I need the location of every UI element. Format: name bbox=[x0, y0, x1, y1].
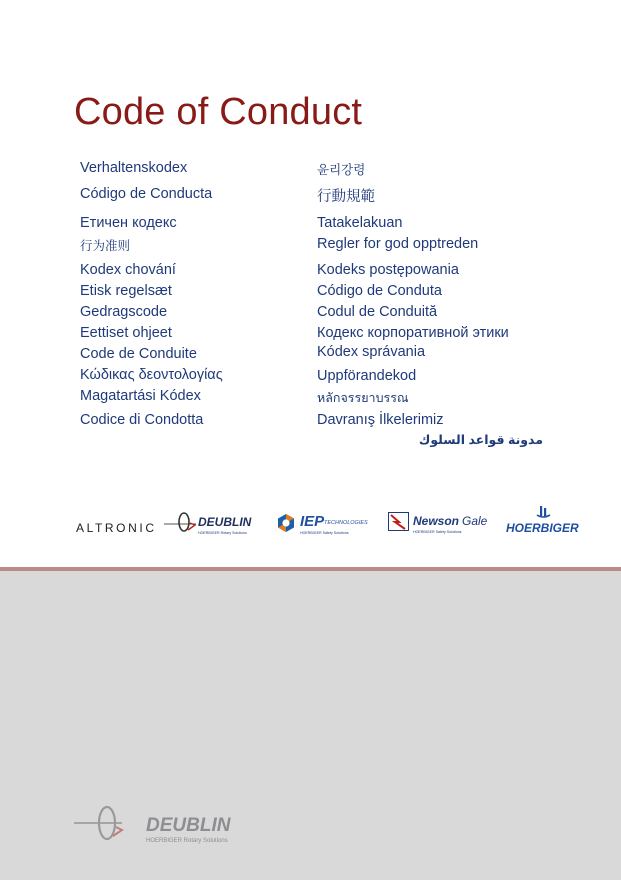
translation-russian: Кодекс корпоративной этики bbox=[317, 325, 509, 341]
gale-wordmark: Gale bbox=[462, 514, 488, 528]
translation-french: Code de Conduite bbox=[80, 346, 197, 362]
translation-bulgarian: Етичен кодекс bbox=[80, 215, 177, 231]
translation-portuguese: Código de Conduta bbox=[317, 283, 442, 299]
deublin-wordmark: DEUBLIN bbox=[198, 515, 252, 529]
newson-wordmark: Newson bbox=[413, 514, 460, 528]
translation-turkish: Davranış İlkelerimiz bbox=[317, 412, 444, 428]
translation-thai: หลักจรรยาบรรณ bbox=[317, 391, 409, 405]
hoerbiger-logo bbox=[504, 504, 584, 540]
deublin-logo bbox=[164, 509, 268, 539]
translation-malay: Tatakelakuan bbox=[317, 215, 403, 231]
altronic-logo: ALTRONIC bbox=[76, 521, 157, 535]
iep-technologies-logo bbox=[276, 509, 384, 539]
translation-romanian: Codul de Conduită bbox=[317, 304, 438, 320]
deublin-footer-subtitle: HOERBIGER Rotary Solutions bbox=[146, 838, 228, 844]
translation-polish: Kodeks postępowania bbox=[317, 262, 459, 278]
iep-technologies-text: TECHNOLOGIES bbox=[324, 520, 368, 526]
translation-finnish: Eettiset ohjeet bbox=[80, 325, 172, 341]
translation-greek: Κώδικας δεοντολογίας bbox=[80, 367, 223, 383]
translation-slovak: Kódex správania bbox=[317, 344, 426, 360]
translation-german: Verhaltenskodex bbox=[80, 160, 188, 176]
translation-italian: Codice di Condotta bbox=[80, 412, 204, 428]
translation-korean: 윤리강령 bbox=[317, 163, 366, 177]
translation-dutch: Gedragscode bbox=[80, 304, 168, 320]
newson-gale-logo bbox=[388, 510, 496, 538]
translation-hungarian: Magatartási Kódex bbox=[80, 388, 201, 404]
translation-norwegian: Regler for god opptreden bbox=[317, 236, 479, 252]
deublin-subtitle: HOERBIGER Rotary Solutions bbox=[198, 531, 247, 535]
iep-wordmark: IEP bbox=[300, 513, 325, 530]
translation-chinese: 行为准则 bbox=[80, 239, 131, 253]
translation-arabic: مدونة قواعد السلوك bbox=[418, 433, 543, 447]
translation-swedish: Uppförandekod bbox=[317, 368, 417, 384]
newson-gale-subtitle: HOERBIGER Safety Solutions bbox=[413, 530, 462, 534]
page-title: Code of Conduct bbox=[74, 91, 363, 134]
translation-spanish: Código de Conducta bbox=[80, 186, 213, 202]
translation-danish: Etisk regelsæt bbox=[80, 283, 172, 299]
iep-subtitle: HOERBIGER Safety Solutions bbox=[300, 531, 349, 535]
translation-czech: Kodex chování bbox=[80, 262, 176, 278]
brand-logos-row bbox=[74, 504, 584, 544]
deublin-footer-wordmark: DEUBLIN bbox=[146, 815, 231, 836]
deublin-footer-logo bbox=[74, 800, 254, 850]
translation-japanese: 行動規範 bbox=[317, 189, 375, 205]
hoerbiger-wordmark: HOERBIGER bbox=[506, 521, 579, 535]
